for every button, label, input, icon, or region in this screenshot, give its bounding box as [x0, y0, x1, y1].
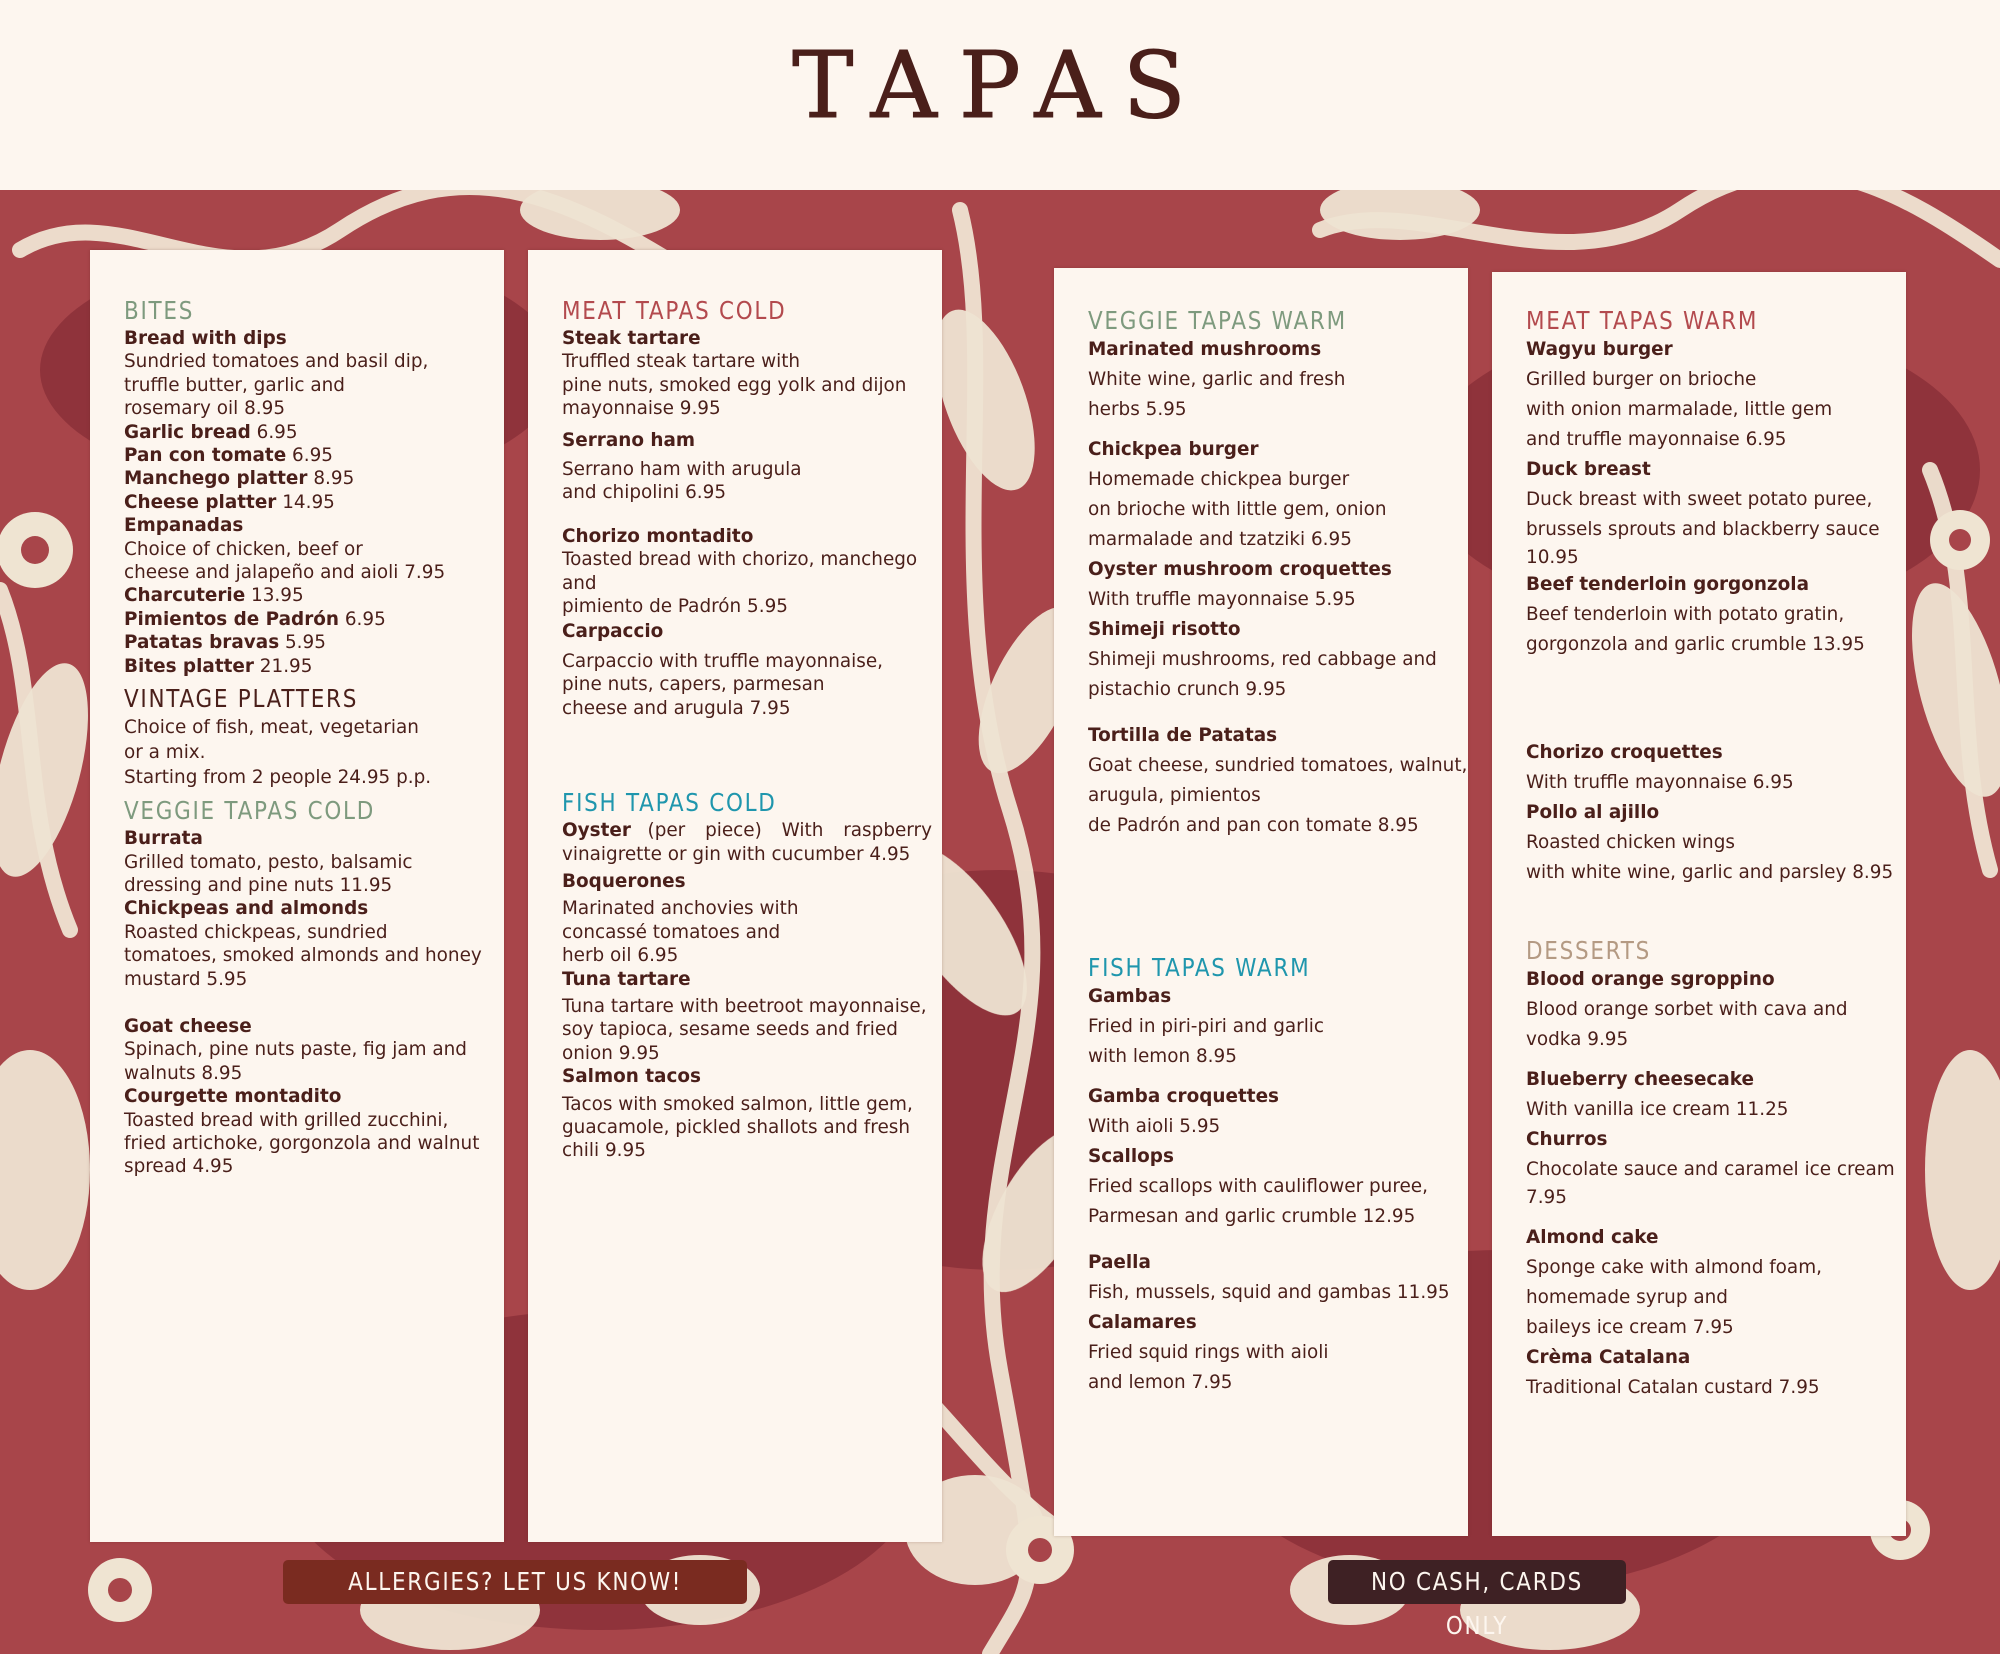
menu-item-name: Duck breast — [1526, 459, 1651, 480]
menu-item-desc: pine nuts, smoked egg yolk and dijon — [562, 374, 907, 396]
menu-item-desc: with white wine, garlic and parsley 8.95 — [1526, 862, 1894, 883]
menu-item-name: Goat cheese — [124, 1015, 252, 1037]
menu-item-desc: Roasted chickpeas, sundried — [124, 921, 388, 943]
menu-item-desc: fried artichoke, gorgonzola and walnut — [124, 1132, 480, 1154]
menu-item-name: Salmon tacos — [562, 1066, 701, 1088]
menu-item-name: Gamba croquettes — [1088, 1086, 1279, 1107]
menu-item-price: 5.95 — [279, 632, 326, 654]
menu-item-desc: Spinach, pine nuts paste, fig jam and — [124, 1039, 467, 1061]
menu-item-desc: White wine, garlic and fresh — [1088, 369, 1346, 390]
menu-item-price: 14.95 — [276, 491, 335, 513]
section-title-fish-tapas-cold: FISH TAPAS COLD — [562, 788, 777, 818]
menu-item-name: Blueberry cheesecake — [1526, 1069, 1754, 1090]
menu-item-desc: arugula, pimientos — [1088, 785, 1261, 806]
menu-item-desc: vodka 9.95 — [1526, 1029, 1629, 1050]
menu-item-desc: Shimeji mushrooms, red cabbage and — [1088, 649, 1437, 670]
menu-item-desc: Goat cheese, sundried tomatoes, walnut, — [1088, 755, 1468, 776]
menu-item-desc: With truffle mayonnaise 6.95 — [1526, 772, 1794, 793]
menu-item-desc: walnuts 8.95 — [124, 1062, 243, 1084]
menu-item-price: 13.95 — [245, 585, 304, 607]
menu-item-desc: spread 4.95 — [124, 1156, 234, 1178]
menu-item-desc: Choice of fish, meat, vegetarian — [124, 717, 419, 739]
menu-item-name: Carpaccio — [562, 621, 664, 643]
menu-item — [124, 444, 494, 467]
menu-item-name: Marinated mushrooms — [1088, 339, 1322, 360]
menu-item-desc: onion 9.95 — [562, 1042, 660, 1064]
menu-item-desc: vinaigrette or gin with cucumber 4.95 — [562, 843, 911, 865]
menu-item-desc: Beef tenderloin with potato gratin, — [1526, 604, 1845, 625]
menu-item-desc: marmalade and tzatziki 6.95 — [1088, 529, 1352, 550]
menu-item-desc: cheese and arugula 7.95 — [562, 697, 791, 719]
menu-item-desc: Grilled burger on brioche — [1526, 369, 1757, 390]
menu-item-desc: Sponge cake with almond foam, — [1526, 1257, 1822, 1278]
menu-item-desc: Duck breast with sweet potato puree, — [1526, 489, 1873, 510]
menu-item-desc: dressing and pine nuts 11.95 — [124, 874, 393, 896]
menu-item-desc: Chocolate sauce and caramel ice cream — [1526, 1159, 1895, 1180]
menu-item-name: Shimeji risotto — [1088, 619, 1241, 640]
section-title-meat-tapas-warm: MEAT TAPAS WARM — [1526, 306, 1759, 335]
menu-item-name: Beef tenderloin gorgonzola — [1526, 574, 1809, 595]
menu-item-name: Garlic bread — [124, 421, 251, 443]
menu-item-desc: Grilled tomato, pesto, balsamic — [124, 851, 413, 873]
menu-item-desc: With vanilla ice cream 11.25 — [1526, 1099, 1789, 1120]
menu-item-desc: and lemon 7.95 — [1088, 1372, 1233, 1393]
menu-item-desc: de Padrón and pan con tomate 8.95 — [1088, 815, 1419, 836]
section-title-fish-tapas-warm: FISH TAPAS WARM — [1088, 953, 1311, 982]
menu-item-desc: tomatoes, smoked almonds and honey — [124, 945, 482, 967]
menu-item-desc: rosemary oil 8.95 — [124, 398, 286, 420]
menu-item — [124, 491, 494, 514]
menu-item-desc: 7.95 — [1526, 1187, 1567, 1208]
menu-item-name: Gambas — [1088, 986, 1172, 1007]
payment-badge — [1328, 1560, 1626, 1640]
menu-item-desc: Fried scallops with cauliflower puree, — [1088, 1176, 1428, 1197]
menu-item — [124, 467, 494, 490]
menu-item-name: Courgette montadito — [124, 1086, 342, 1108]
section-title-desserts: DESSERTS — [1526, 936, 1651, 965]
menu-column-3 — [1054, 268, 1468, 1536]
menu-column-1 — [90, 250, 504, 1542]
menu-item-name: Oyster mushroom croquettes — [1088, 559, 1392, 580]
section-title-meat-tapas-cold: MEAT TAPAS COLD — [562, 296, 787, 325]
menu-item-desc: soy tapioca, sesame seeds and fried — [562, 1019, 898, 1041]
menu-item — [124, 608, 494, 631]
section-title-bites: BITES — [124, 296, 195, 325]
menu-item-price: 21.95 — [253, 655, 313, 677]
menu-item-desc: herb oil 6.95 — [562, 945, 679, 967]
menu-item-name: Manchego platter — [124, 468, 308, 490]
menu-item-desc: pine nuts, capers, parmesan — [562, 674, 825, 696]
menu-item-desc: Fish, mussels, squid and gambas 11.95 — [1088, 1282, 1450, 1303]
menu-item-desc: Fried in piri-piri and garlic — [1088, 1016, 1325, 1037]
menu-item-desc: baileys ice cream 7.95 — [1526, 1317, 1734, 1338]
menu-item-name: Burrata — [124, 828, 203, 850]
menu-item-name: Chickpeas and almonds — [124, 898, 369, 920]
allergies-label: ALLERGIES? LET US KNOW! — [348, 1567, 682, 1596]
menu-item-name: Blood orange sgroppino — [1526, 969, 1775, 990]
menu-item-desc: 10.95 — [1526, 547, 1579, 568]
menu-item-desc: mayonnaise 9.95 — [562, 398, 721, 420]
menu-item-name: Almond cake — [1526, 1227, 1659, 1248]
menu-item-desc: with lemon 8.95 — [1088, 1046, 1237, 1067]
menu-item-name: Wagyu burger — [1526, 339, 1673, 360]
menu-item-name: Steak tartare — [562, 328, 701, 349]
payment-label: NO CASH, CARDS ONLY — [1371, 1567, 1583, 1640]
menu-item-desc: Choice of chicken, beef or — [124, 538, 363, 560]
menu-item-desc: Blood orange sorbet with cava and — [1526, 999, 1848, 1020]
menu-item-name: Pimientos de Padrón — [124, 608, 339, 630]
menu-item-desc: concassé tomatoes and — [562, 921, 781, 943]
menu-item-desc: Parmesan and garlic crumble 12.95 — [1088, 1206, 1416, 1227]
menu-item-desc: brussels sprouts and blackberry sauce — [1526, 519, 1880, 540]
menu-item-name: Chorizo montadito — [562, 525, 754, 547]
menu-item-desc: gorgonzola and garlic crumble 13.95 — [1526, 634, 1865, 655]
menu-item-desc: cheese and jalapeño and aioli 7.95 — [124, 562, 446, 584]
header — [0, 0, 2000, 190]
menu-item-desc: Carpaccio with truffle mayonnaise, — [562, 650, 884, 672]
menu-item-desc: Starting from 2 people 24.95 p.p. — [124, 767, 432, 789]
allergies-badge — [283, 1560, 747, 1604]
menu-item-name: Tortilla de Patatas — [1088, 725, 1278, 746]
menu-item-price: 8.95 — [307, 468, 355, 490]
menu-item-desc: Toasted bread with chorizo, manchego — [562, 549, 918, 571]
menu-item-name: Patatas bravas — [124, 632, 280, 654]
menu-item-name: Oyster — [562, 820, 631, 842]
menu-item-desc: Tuna tartare with beetroot mayonnaise, — [562, 995, 927, 1017]
menu-item-desc: with onion marmalade, little gem — [1526, 399, 1833, 420]
menu-item-desc: Marinated anchovies with — [562, 898, 799, 920]
menu-item-name: Bread with dips — [124, 328, 287, 349]
menu-column-4 — [1492, 272, 1906, 1536]
menu-item-desc: truffle butter, garlic and — [124, 374, 345, 396]
menu-item-name: Cheese platter — [124, 491, 277, 513]
menu-item-desc: Truffled steak tartare with — [562, 351, 801, 373]
menu-item-price: 6.95 — [250, 421, 298, 443]
menu-item-name: Crèma Catalana — [1526, 1347, 1691, 1368]
menu-item — [124, 584, 494, 607]
menu-item-name: Charcuterie — [124, 585, 246, 607]
menu-item-desc: (per piece) With raspberry — [647, 820, 932, 842]
menu-item-name: Chickpea burger — [1088, 439, 1259, 460]
menu-item-name: Churros — [1526, 1129, 1608, 1150]
menu-item-desc: Traditional Catalan custard 7.95 — [1526, 1377, 1820, 1398]
menu-item-desc: herbs 5.95 — [1088, 399, 1187, 420]
menu-item-price: 6.95 — [339, 608, 386, 630]
menu-item-desc: mustard 5.95 — [124, 968, 248, 990]
section-title-veggie-tapas-cold: VEGGIE TAPAS COLD — [124, 796, 376, 826]
menu-item-desc: With aioli 5.95 — [1088, 1116, 1221, 1137]
menu-column-2 — [528, 250, 942, 1542]
menu-item-desc: chili 9.95 — [562, 1140, 646, 1162]
menu-item-desc: pistachio crunch 9.95 — [1088, 679, 1287, 700]
menu-item-desc: Fried squid rings with aioli — [1088, 1342, 1329, 1363]
menu-item — [124, 631, 494, 654]
menu-item-name: Serrano ham — [562, 429, 696, 451]
menu-item — [124, 421, 494, 444]
menu-item-name: Chorizo croquettes — [1526, 742, 1723, 763]
menu-item-name: Pollo al ajillo — [1526, 802, 1660, 823]
menu-item-name: Scallops — [1088, 1146, 1174, 1167]
menu-item-desc: homemade syrup and — [1526, 1287, 1728, 1308]
menu-item-desc: and — [562, 572, 597, 594]
menu-item-desc: on brioche with little gem, onion — [1088, 499, 1387, 520]
menu-item — [124, 655, 494, 678]
menu-item-desc: and chipolini 6.95 — [562, 482, 727, 504]
menu-item-desc: pimiento de Padrón 5.95 — [562, 596, 788, 618]
menu-item-desc: Serrano ham with arugula — [562, 459, 802, 481]
menu-item-desc: Tacos with smoked salmon, little gem, — [562, 1093, 913, 1115]
menu-item-desc: With truffle mayonnaise 5.95 — [1088, 589, 1356, 610]
menu-item-desc: and truffle mayonnaise 6.95 — [1526, 429, 1787, 450]
menu-item-price: 6.95 — [286, 445, 333, 467]
menu-item-desc: Toasted bread with grilled zucchini, — [124, 1109, 449, 1131]
menu-item-name: Empanadas — [124, 515, 244, 537]
page-title: TAPAS — [792, 32, 1208, 139]
menu-item-name: Paella — [1088, 1252, 1151, 1273]
menu-item-desc: Roasted chicken wings — [1526, 832, 1735, 853]
menu-item — [562, 819, 932, 842]
menu-item-name: Tuna tartare — [562, 968, 691, 990]
menu-item-desc: Sundried tomatoes and basil dip, — [124, 351, 429, 373]
menu-item-name: Calamares — [1088, 1312, 1197, 1333]
menu-item-name: Pan con tomate — [124, 445, 287, 467]
menu-item-name: Boquerones — [562, 870, 686, 892]
section-title-veggie-tapas-warm: VEGGIE TAPAS WARM — [1088, 306, 1347, 335]
menu-item-name: Bites platter — [124, 655, 254, 677]
menu-item-desc: guacamole, pickled shallots and fresh — [562, 1116, 910, 1138]
section-title-vintage-platters: VINTAGE PLATTERS — [124, 684, 359, 714]
menu-item-desc: or a mix. — [124, 742, 206, 764]
menu-item-desc: Homemade chickpea burger — [1088, 469, 1350, 490]
